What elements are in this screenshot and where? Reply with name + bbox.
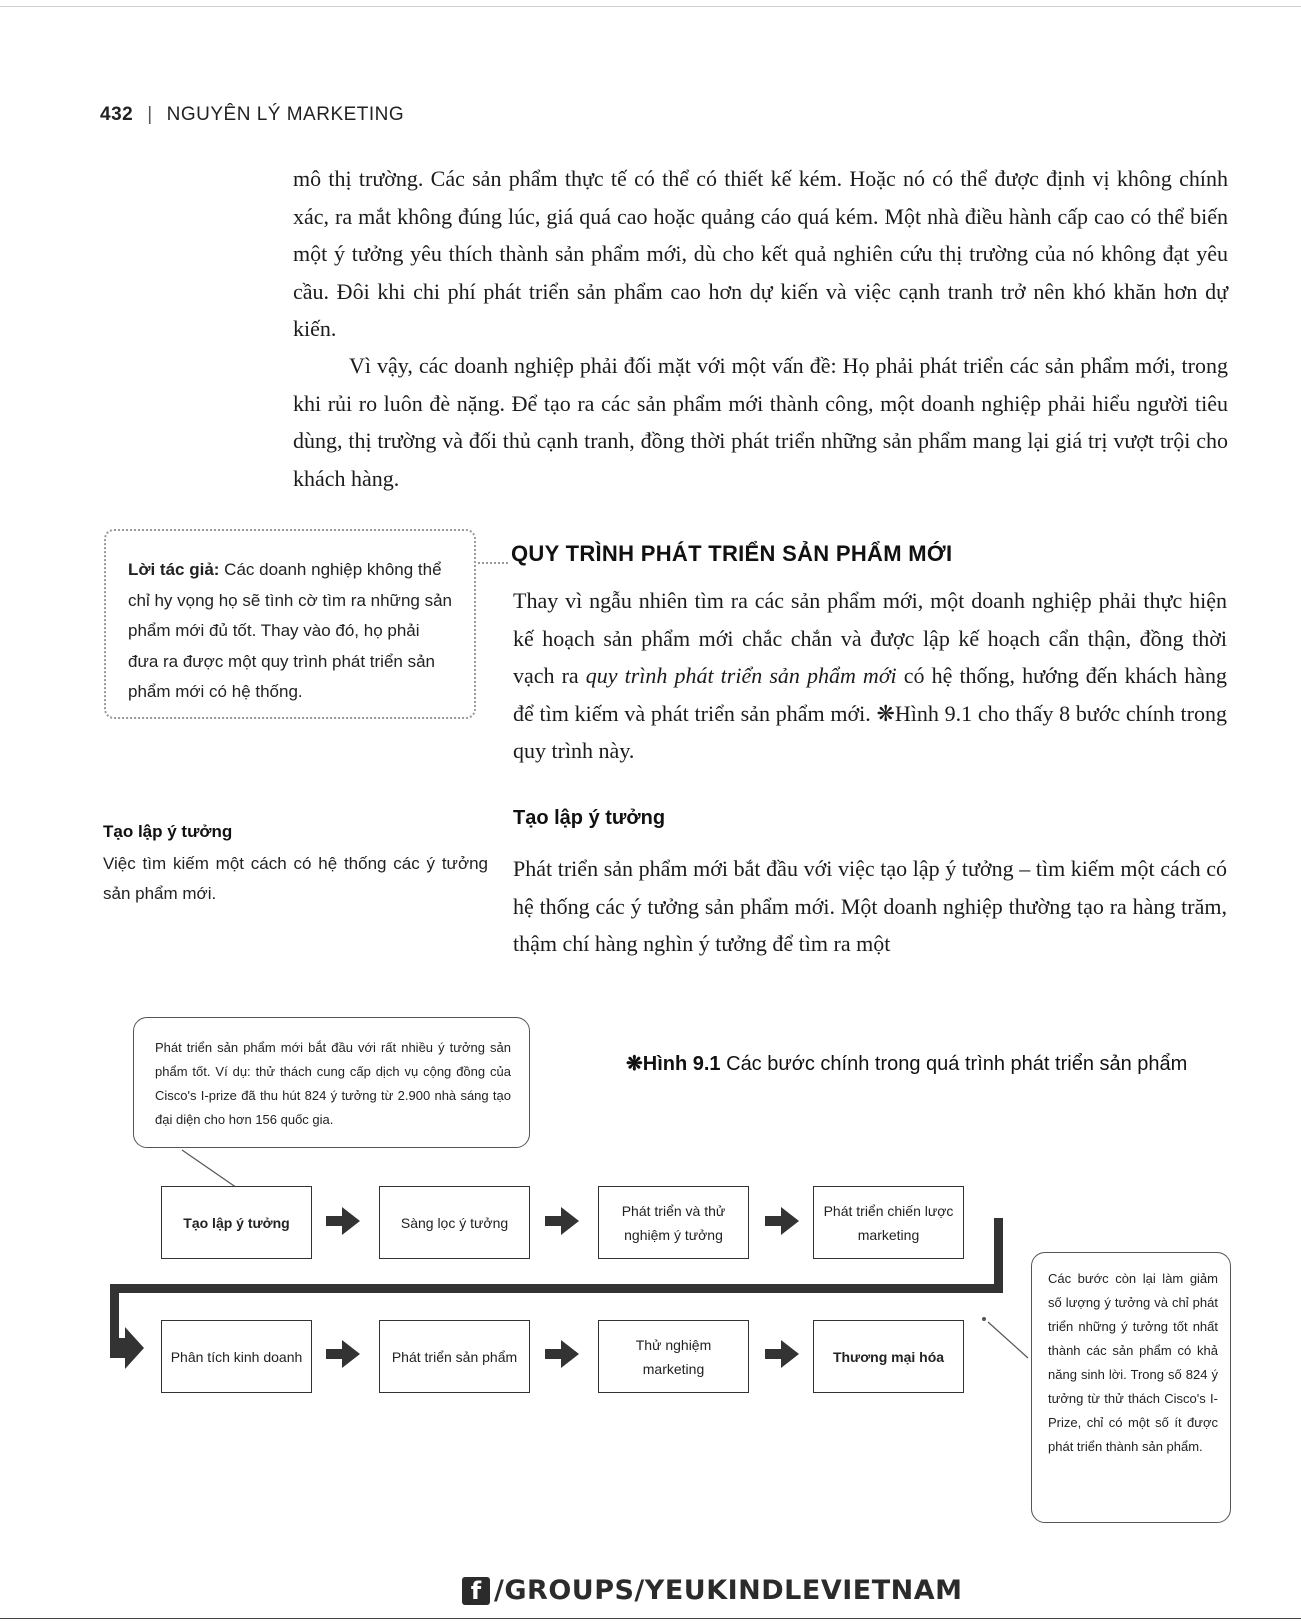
- figure-callout-top: Phát triển sản phẩm mới bắt đầu với rất nhiều ý tưởng sản phẩm tốt. Ví dụ: thử thách cung cấp dịch vụ cộng đồng của Cisco's I-prize đã thu hút 824 ý tưởng từ 2.900 nhà sáng tạo đại diện cho hơn 156 quốc gia.: [133, 1017, 530, 1148]
- step-business-analysis: Phân tích kinh doanh: [161, 1320, 312, 1393]
- author-note-text: Các doanh nghiệp không thể chỉ hy vọng họ sẽ tình cờ tìm ra những sản phẩm mới đủ tốt. Thay vào đó, họ phải đưa ra được một quy trình phát triển sản phẩm mới có hệ thống.: [128, 560, 452, 701]
- step-commercialization: Thương mại hóa: [813, 1320, 964, 1393]
- step-idea-generation: Tạo lập ý tưởng: [161, 1186, 312, 1259]
- callout-top-pointer: [182, 1150, 240, 1190]
- arrow-4-icon: [326, 1340, 360, 1368]
- return-connector-vertical-right: [994, 1218, 1003, 1290]
- footer-group-link: /GROUPS/YEUKINDLEVIETNAM: [494, 1575, 963, 1606]
- callout-right-pointer-dot: [982, 1317, 986, 1321]
- step-test-marketing: Thử nghiệm marketing: [598, 1320, 749, 1393]
- body-paragraph-1: mô thị trường. Các sản phẩm thực tế có thể có thiết kế kém. Hoặc nó có thể được định vị không chính xác, ra mắt không đúng lúc, giá quá cao hoặc quảng cáo quá kém. Một nhà điều hành cấp cao có thể biến một ý tưởng yêu thích thành sản phẩm mới, dù cho kết quả nghiên cứu thị trường của nó không đạt yêu cầu. Đôi khi chi phí phát triển sản phẩm cao hơn dự kiến và việc cạnh tranh trở nên khó khăn hơn dự kiến.: [293, 166, 1228, 341]
- book-title: NGUYÊN LÝ MARKETING: [166, 104, 405, 125]
- section-heading: QUY TRÌNH PHÁT TRIỂN SẢN PHẨM MỚI: [511, 541, 953, 566]
- author-note-label: Lời tác giả:: [128, 560, 220, 579]
- step-product-development: Phát triển sản phẩm: [379, 1320, 530, 1393]
- bottom-rule: [0, 1618, 1301, 1619]
- return-connector-horizontal: [110, 1284, 1003, 1293]
- return-connector-vertical-left: [110, 1284, 119, 1344]
- arrow-1-icon: [326, 1207, 360, 1235]
- arrow-6-icon: [765, 1340, 799, 1368]
- margin-definition: Việc tìm kiếm một cách có hệ thống các ý tưởng sản phẩm mới.: [103, 854, 488, 903]
- header-separator: |: [147, 104, 153, 125]
- figure-caption-text: Các bước chính trong quá trình phát triển sản phẩm: [720, 1053, 1188, 1075]
- margin-term: Tạo lập ý tưởng: [103, 822, 233, 841]
- paragraph-3-key-term: quy trình phát triển sản phẩm mới: [585, 663, 897, 688]
- figure-callout-right: Các bước còn lại làm giảm số lượng ý tưởng và chỉ phát triển những ý tưởng tốt nhất thành các sản phẩm có khả năng sinh lời. Trong số 824 ý tưởng từ thử thách Cisco's I-Prize, chỉ có một số ít được phát triển thành sản phẩm.: [1031, 1252, 1231, 1523]
- step-marketing-strategy: Phát triển chiến lược marketing: [813, 1186, 964, 1259]
- callout-right-pointer: [988, 1322, 1028, 1358]
- paragraph-3-start: Thay vì ngẫu nhiên tìm ra các sản phẩm mới, một doanh nghiệp phải thực hiện kế hoạch sản phẩm mới chắc chắn và được lập kế hoạch cẩn thận, đồng thời vạch ra: [513, 588, 1227, 688]
- body-paragraph-4: Phát triển sản phẩm mới bắt đầu với việc tạo lập ý tưởng – tìm kiếm một cách có hệ thống các ý tưởng sản phẩm mới. Một doanh nghiệp thường tạo ra hàng trăm, thậm chí hàng nghìn ý tưởng để tìm ra một: [513, 856, 1227, 956]
- paragraph-3-end: có hệ thống, hướng đến khách hàng để tìm kiếm và phát triển sản phẩm mới. ❋Hình 9.1 cho thấy 8 bước chính trong quy trình này.: [513, 663, 1227, 763]
- step-idea-screening: Sàng lọc ý tưởng: [379, 1186, 530, 1259]
- step-concept-development: Phát triển và thử nghiệm ý tưởng: [598, 1186, 749, 1259]
- page-number: 432: [100, 104, 134, 125]
- arrow-2-icon: [545, 1207, 579, 1235]
- arrow-3-icon: [765, 1207, 799, 1235]
- figure-label: ❋Hình 9.1: [626, 1053, 721, 1075]
- subheading: Tạo lập ý tưởng: [513, 807, 666, 829]
- footer-watermark: [462, 1575, 963, 1606]
- body-paragraph-2: Vì vậy, các doanh nghiệp phải đối mặt với một vấn đề: Họ phải phát triển các sản phẩm mới, trong khi rủi ro luôn đè nặng. Để tạo ra các sản phẩm mới thành công, một doanh nghiệp phải hiểu người tiêu dùng, thị trường và đối thủ cạnh tranh, đồng thời phát triển những sản phẩm mang lại giá trị vượt trội cho khách hàng.: [293, 353, 1228, 491]
- arrow-5-icon: [545, 1340, 579, 1368]
- facebook-icon: f: [462, 1577, 490, 1605]
